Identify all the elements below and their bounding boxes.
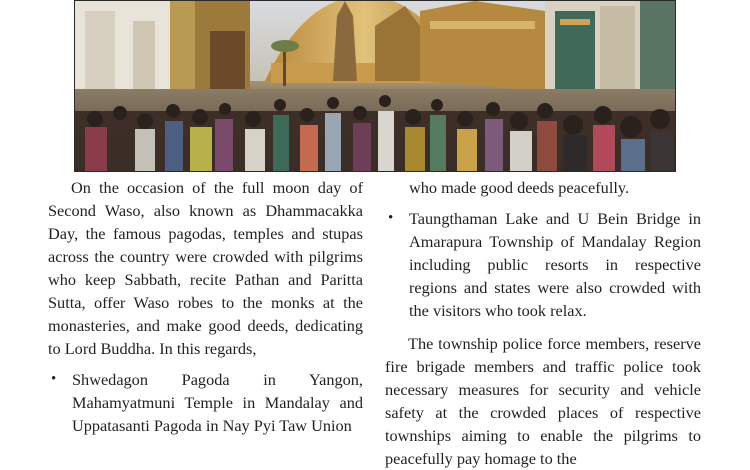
bullet-item — [385, 207, 701, 322]
pagoda-crowd-photo — [74, 0, 676, 172]
intro-paragraph: On the occasion of the full moon day of Second Waso, also known as Dhammacakka Day, the famous pagodas, temples and stupas across the country were crowded with pilgrims who keep Sabbath, recite Pathan and Paritta Sutta, offer Waso robes to the monks at the monasteries, and make good deeds, dedicating to Lord Buddha. In this regards, — [48, 178, 363, 358]
right-text-column — [385, 176, 701, 470]
left-text-column — [48, 176, 363, 437]
continued-bullet-text: who made good deeds peacefully. — [409, 178, 630, 197]
bullet-text: Taungthaman Lake and U Bein Bridge in Amarapura Township of Mandalay Region including public resorts in respective regions and states were also crowded with the visitors who took relax. — [409, 209, 701, 320]
bullet-dot-icon: • — [388, 210, 394, 226]
bullet-dot-icon: • — [51, 371, 57, 387]
pagoda-scene-illustration — [75, 1, 676, 172]
body-paragraph: The township police force members, reserve fire brigade members and traffic police took necessary measures for security and vehicle safety at the crowded places of respective townships aiming to enable the pilgrims to peacefully pay homage to the — [385, 334, 701, 468]
bullet-item — [48, 368, 363, 437]
bullet-text: Shwedagon Pagoda in Yangon, Mahamyatmuni Temple in Mandalay and Uppatasanti Pagoda in Nay Pyi Taw Union — [72, 370, 363, 435]
